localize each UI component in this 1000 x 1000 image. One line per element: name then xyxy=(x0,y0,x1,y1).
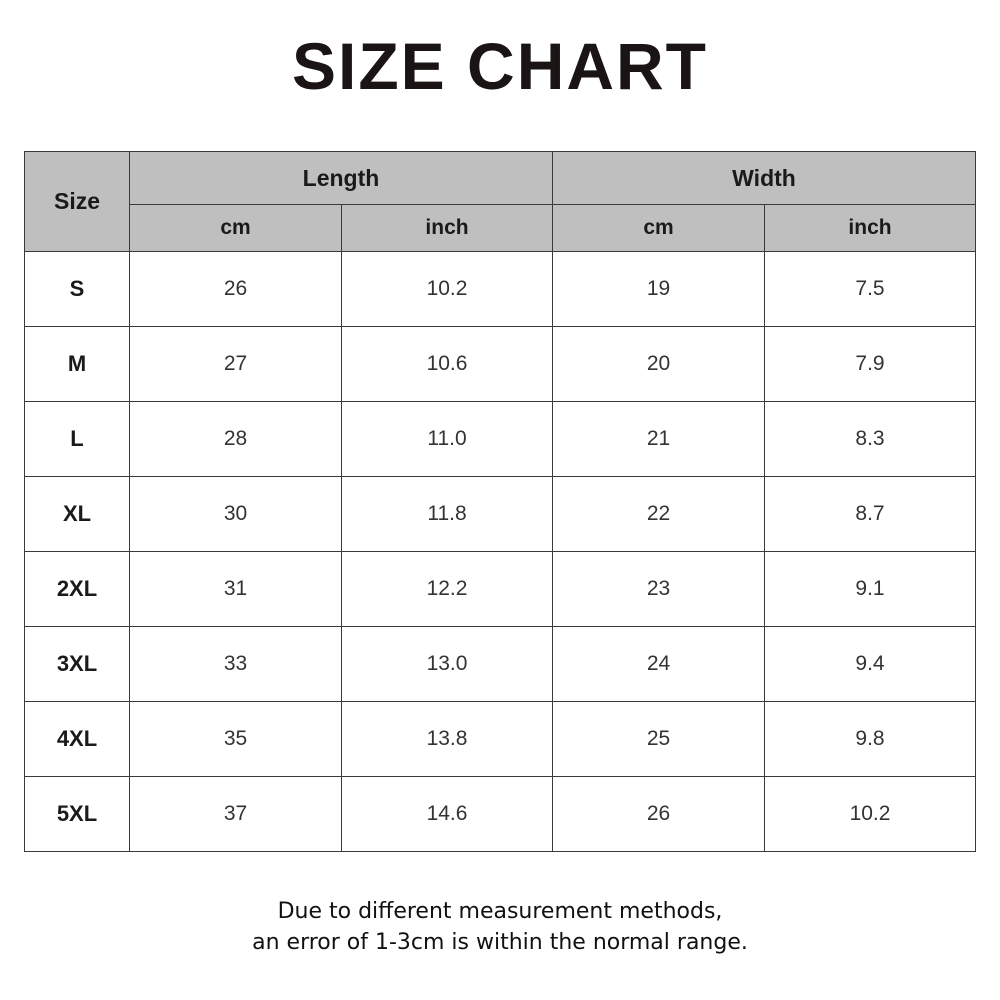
size-cell: S xyxy=(25,252,130,327)
length-cm-header: cm xyxy=(130,205,342,252)
size-cell: XL xyxy=(25,477,130,552)
length-group-header: Length xyxy=(130,152,553,205)
length-inch-cell: 13.8 xyxy=(342,702,553,777)
table-row xyxy=(25,477,976,552)
size-cell: 2XL xyxy=(25,552,130,627)
width-inch-cell: 8.7 xyxy=(765,477,976,552)
width-cm-cell: 22 xyxy=(553,477,765,552)
length-cm-cell: 37 xyxy=(130,777,342,852)
length-inch-cell: 11.0 xyxy=(342,402,553,477)
table-row xyxy=(25,777,976,852)
note-line-1: Due to different measurement methods, xyxy=(277,899,723,924)
header-group-row xyxy=(25,152,976,205)
length-cm-cell: 31 xyxy=(130,552,342,627)
width-cm-cell: 20 xyxy=(553,327,765,402)
width-cm-cell: 25 xyxy=(553,702,765,777)
length-inch-header: inch xyxy=(342,205,553,252)
size-column-header: Size xyxy=(25,152,130,252)
length-cm-cell: 35 xyxy=(130,702,342,777)
length-cm-cell: 27 xyxy=(130,327,342,402)
width-inch-cell: 7.9 xyxy=(765,327,976,402)
size-cell: L xyxy=(25,402,130,477)
width-cm-cell: 21 xyxy=(553,402,765,477)
length-cm-cell: 28 xyxy=(130,402,342,477)
table-row xyxy=(25,627,976,702)
length-inch-cell: 10.6 xyxy=(342,327,553,402)
width-inch-cell: 9.4 xyxy=(765,627,976,702)
table-row xyxy=(25,702,976,777)
size-cell: 3XL xyxy=(25,627,130,702)
length-inch-cell: 10.2 xyxy=(342,252,553,327)
length-cm-cell: 26 xyxy=(130,252,342,327)
width-inch-cell: 7.5 xyxy=(765,252,976,327)
size-cell: 4XL xyxy=(25,702,130,777)
measurement-note xyxy=(0,896,1000,958)
length-inch-cell: 11.8 xyxy=(342,477,553,552)
table-row xyxy=(25,552,976,627)
width-cm-cell: 24 xyxy=(553,627,765,702)
width-cm-cell: 26 xyxy=(553,777,765,852)
width-inch-cell: 10.2 xyxy=(765,777,976,852)
note-line-2: an error of 1-3cm is within the normal range. xyxy=(252,930,748,955)
width-inch-cell: 9.1 xyxy=(765,552,976,627)
width-group-header: Width xyxy=(553,152,976,205)
length-inch-cell: 14.6 xyxy=(342,777,553,852)
width-cm-header: cm xyxy=(553,205,765,252)
table-row xyxy=(25,252,976,327)
length-inch-cell: 13.0 xyxy=(342,627,553,702)
header-unit-row xyxy=(25,205,976,252)
width-cm-cell: 23 xyxy=(553,552,765,627)
size-chart-table xyxy=(24,151,976,852)
width-inch-cell: 9.8 xyxy=(765,702,976,777)
table-row xyxy=(25,327,976,402)
length-cm-cell: 30 xyxy=(130,477,342,552)
width-inch-cell: 8.3 xyxy=(765,402,976,477)
size-cell: M xyxy=(25,327,130,402)
length-inch-cell: 12.2 xyxy=(342,552,553,627)
width-cm-cell: 19 xyxy=(553,252,765,327)
size-cell: 5XL xyxy=(25,777,130,852)
table-row xyxy=(25,402,976,477)
width-inch-header: inch xyxy=(765,205,976,252)
page-title: SIZE CHART xyxy=(292,29,708,103)
length-cm-cell: 33 xyxy=(130,627,342,702)
